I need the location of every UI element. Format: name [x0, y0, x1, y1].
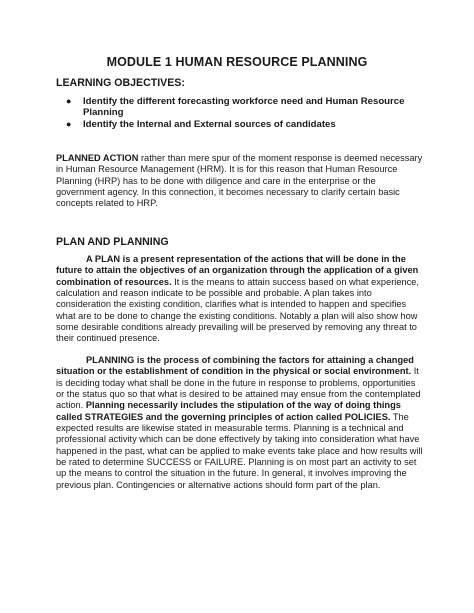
objective-text: Identify the Internal and External sources of candidates [83, 119, 336, 131]
planned-action-term: PLANNED ACTION [56, 153, 139, 163]
planned-action-paragraph [56, 153, 424, 210]
planning-paragraph [56, 355, 424, 491]
plan-text: It is the means to attain success based on what experience, calculation and reason indicate to be possible and probable. A plan takes into consideration the existing condition, clarifies what is intended to happen and specifies what are to be done to change the existing conditions. Notably a plan will also show how some desirable conditions already prevailing will be preserved by removing any threat to their continued presence. [56, 276, 419, 344]
planning-text-2: The expected results are likewise stated in measurable terms. Planning is a technical and professional activity which can be done effectively by taking into consideration what have happened in the past, what can be applied to make events take place and how results will be rated to determine SUCCESS or FAILURE. Planning is on most part an activity to set up the means to control the situation in the future. In general, it involves improving the previous plan. Contingencies or alternative actions should form part of the plan. [56, 411, 423, 490]
planning-text-1: It is deciding today what shall be done in the future in response to problems, opportunities or the status quo so that what is desired to be attained may ensue from the contemplated action. [56, 366, 421, 411]
planned-action-text: rather than mere spur of the moment response is deemed necessary in Human Resource Management (HRM). It is for this reason that Human Resource Planning (HRP) has to be done with diligence and care in the enterprise or the government agency. In this connection, it becomes necessary to clarify certain basic concepts related to HRP. [56, 153, 423, 209]
objectives-heading: LEARNING OBJECTIVES: [56, 77, 185, 89]
planning-definition: PLANNING is the process of combining the factors for attaining a changed situation or the establishment of condition in the physical or social environment. [56, 355, 414, 377]
objective-item [56, 96, 426, 118]
objective-text: Identify the different forecasting workforce need and Human Resource Planning [83, 96, 405, 119]
objectives-list [56, 96, 426, 132]
plan-paragraph [56, 254, 424, 345]
planning-strategies: Planning necessarily includes the stipulation of the way of doing things called STRATEGIES and the governing principles of action called POLICIES. [56, 400, 401, 422]
document-title: MODULE 1 HUMAN RESOURCE PLANNING [106, 55, 368, 69]
plan-definition: A PLAN is a present representation of the actions that will be done in the future to attain the objectives of an organization through the application of a given combination of resources. [56, 254, 419, 287]
objective-item [56, 119, 426, 130]
bullet-icon: ● [66, 119, 72, 130]
plan-heading: PLAN AND PLANNING [56, 236, 169, 248]
bullet-icon: ● [66, 96, 72, 106]
